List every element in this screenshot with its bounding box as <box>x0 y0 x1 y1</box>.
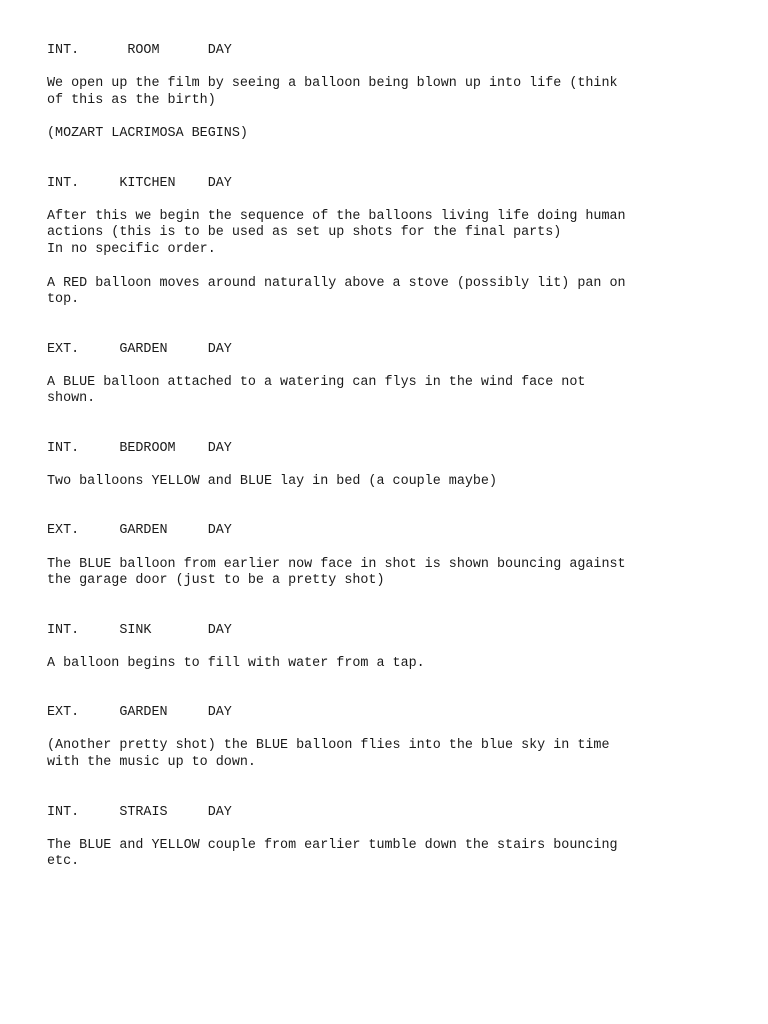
action-line: A BLUE balloon attached to a watering can flys in the wind face not <box>47 375 586 390</box>
action-line: The BLUE and YELLOW couple from earlier tumble down the stairs bouncing <box>47 838 618 853</box>
action-line: A balloon begins to fill with water from a tap. <box>47 656 425 671</box>
action-line: A RED balloon moves around naturally above a stove (possibly lit) pan on <box>47 276 626 291</box>
action-line: actions (this is to be used as set up shots for the final parts) <box>47 225 562 240</box>
scene-heading: INT. BEDROOM DAY <box>47 441 232 456</box>
scene-heading: INT. ROOM DAY <box>47 43 232 58</box>
action-line: the garage door (just to be a pretty shot) <box>47 573 385 588</box>
scene-heading: INT. KITCHEN DAY <box>47 176 232 191</box>
scene-heading: EXT. GARDEN DAY <box>47 342 232 357</box>
scene-heading: INT. STRAIS DAY <box>47 805 232 820</box>
action-line: of this as the birth) <box>47 93 216 108</box>
action-line: (MOZART LACRIMOSA BEGINS) <box>47 126 248 141</box>
action-line: top. <box>47 292 80 307</box>
scene-heading: INT. SINK DAY <box>47 623 232 638</box>
action-line: After this we begin the sequence of the balloons living life doing human <box>47 209 626 224</box>
action-line: In no specific order. <box>47 242 216 257</box>
scene-heading: EXT. GARDEN DAY <box>47 705 232 720</box>
scene-heading: EXT. GARDEN DAY <box>47 523 232 538</box>
action-line: with the music up to down. <box>47 755 256 770</box>
action-line: etc. <box>47 854 80 869</box>
action-line: The BLUE balloon from earlier now face in shot is shown bouncing against <box>47 557 626 572</box>
action-line: (Another pretty shot) the BLUE balloon flies into the blue sky in time <box>47 738 610 753</box>
action-line: Two balloons YELLOW and BLUE lay in bed (a couple maybe) <box>47 474 497 489</box>
action-line: We open up the film by seeing a balloon being blown up into life (think <box>47 76 618 91</box>
action-line: shown. <box>47 391 96 406</box>
